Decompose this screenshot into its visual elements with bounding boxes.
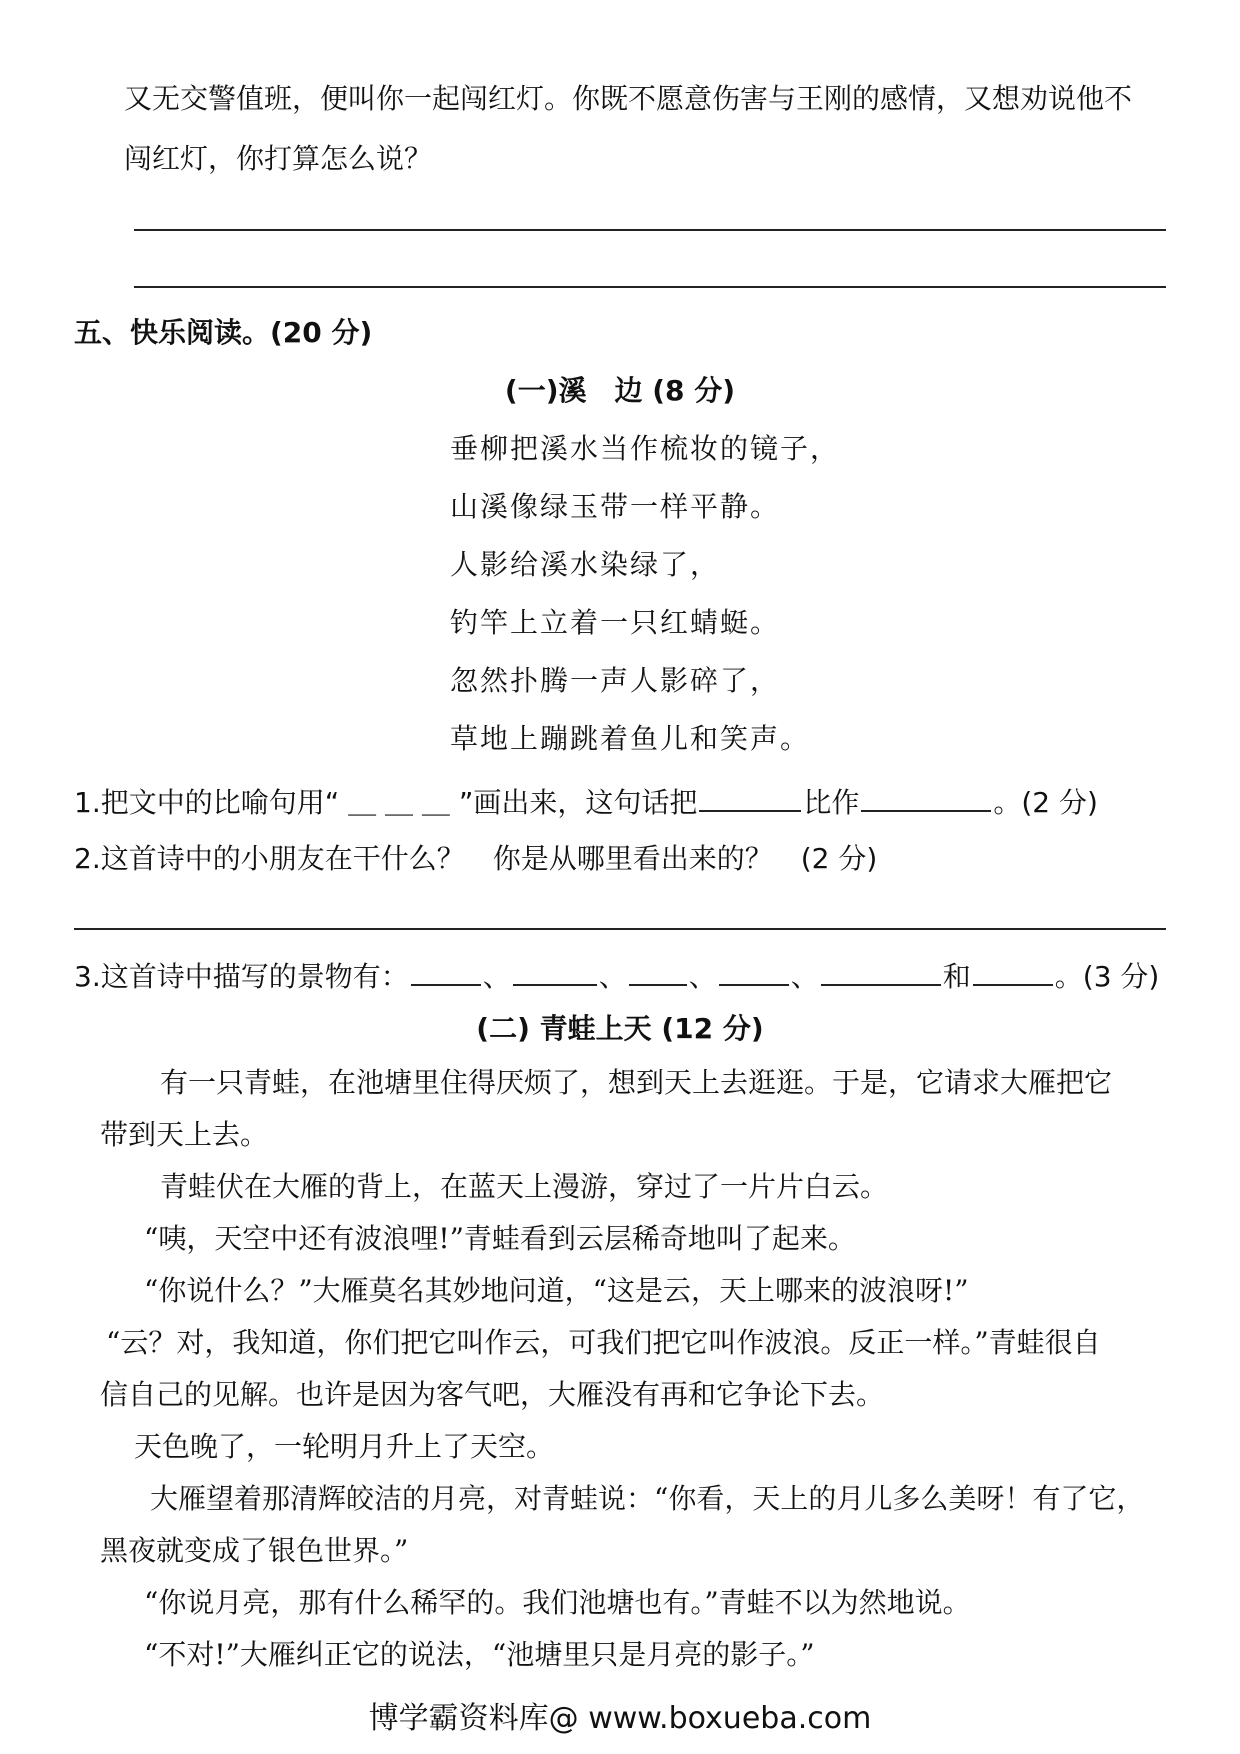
question-1-text: 。(2 分): [993, 786, 1098, 819]
fill-blank[interactable]: [411, 958, 481, 986]
separator: 、: [688, 960, 717, 993]
poem-line: 忽然扑腾一声人影碎了，: [450, 664, 781, 697]
story-title: (二) 青蛙上天 (12 分): [476, 1012, 764, 1045]
fill-blank[interactable]: [513, 958, 597, 986]
answer-line: [74, 928, 1166, 930]
story-line: “咦，天空中还有波浪哩!”青蛙看到云层稀奇地叫了起来。: [144, 1222, 856, 1255]
poem-line: 草地上蹦跳着鱼儿和笑声。: [450, 722, 811, 755]
question-3-text: 3.这首诗中描写的景物有：: [74, 960, 409, 993]
poem-title: (一)溪 边 (8 分): [504, 374, 736, 407]
intro-line-2: 闯红灯，你打算怎么说？: [124, 142, 433, 175]
poem-line: 垂柳把溪水当作梳妆的镜子，: [450, 432, 841, 465]
question-1-text: 画出来，这句话把: [473, 786, 698, 819]
poem-line: 钓竿上立着一只红蜻蜓。: [450, 606, 781, 639]
story-line: 黑夜就变成了银色世界。”: [100, 1534, 409, 1567]
answer-line: [134, 229, 1166, 231]
question-3-text: 。(3 分): [1054, 960, 1160, 993]
fill-blank[interactable]: [973, 958, 1053, 986]
fill-blank[interactable]: [861, 784, 991, 812]
poem-line: 人影给溪水染绿了，: [450, 548, 721, 581]
question-3: [74, 958, 1159, 994]
separator: 、: [482, 960, 511, 993]
story-line: “你说什么？”大雁莫名其妙地问道，“这是云，天上哪来的波浪呀!”: [144, 1274, 969, 1307]
story-line: 有一只青蛙，在池塘里住得厌烦了，想到天上去逛逛。于是，它请求大雁把它: [160, 1066, 1113, 1099]
story-line: “云？对，我知道，你们把它叫作云，可我们把它叫作波浪。反正一样。”青蛙很自: [106, 1326, 1101, 1359]
fill-blank[interactable]: [821, 958, 941, 986]
fill-blank[interactable]: [719, 958, 789, 986]
story-line: “你说月亮，那有什么稀罕的。我们池塘也有。”青蛙不以为然地说。: [144, 1586, 971, 1619]
underline-mark: “ ＿ ＿ ＿ ”: [324, 786, 474, 819]
answer-line: [134, 286, 1166, 288]
footer-watermark: 博学霸资料库@ www.boxueba.com: [368, 1701, 872, 1736]
poem-line: 山溪像绿玉带一样平静。: [450, 490, 781, 523]
story-line: 大雁望着那清辉皎洁的月亮，对青蛙说：“你看，天上的月儿多么美呀！有了它，: [150, 1482, 1145, 1515]
fill-blank[interactable]: [699, 784, 801, 812]
section-heading: 五、快乐阅读。(20 分): [74, 316, 373, 349]
story-line: 青蛙伏在大雁的背上，在蓝天上漫游，穿过了一片片白云。: [160, 1170, 889, 1203]
question-2: 2.这首诗中的小朋友在干什么？ 你是从哪里看出来的？ (2 分): [74, 842, 878, 875]
intro-line-1: 又无交警值班，便叫你一起闯红灯。你既不愿意伤害与王刚的感情，又想劝说他不: [124, 82, 1133, 115]
story-line: “不对!”大雁纠正它的说法，“池塘里只是月亮的影子。”: [144, 1638, 815, 1671]
fill-blank[interactable]: [629, 958, 687, 986]
question-1-text: 1.把文中的比喻句用: [74, 786, 325, 819]
and-word: 和: [942, 960, 971, 993]
story-line: 信自己的见解。也许是因为客气吧，大雁没有再和它争论下去。: [100, 1378, 885, 1411]
separator: 、: [598, 960, 627, 993]
question-1: [74, 784, 1098, 820]
separator: 、: [790, 960, 819, 993]
story-line: 带到天上去。: [100, 1118, 269, 1151]
question-1-text: 比作: [803, 786, 860, 819]
story-line: 天色晚了，一轮明月升上了天空。: [134, 1430, 555, 1463]
